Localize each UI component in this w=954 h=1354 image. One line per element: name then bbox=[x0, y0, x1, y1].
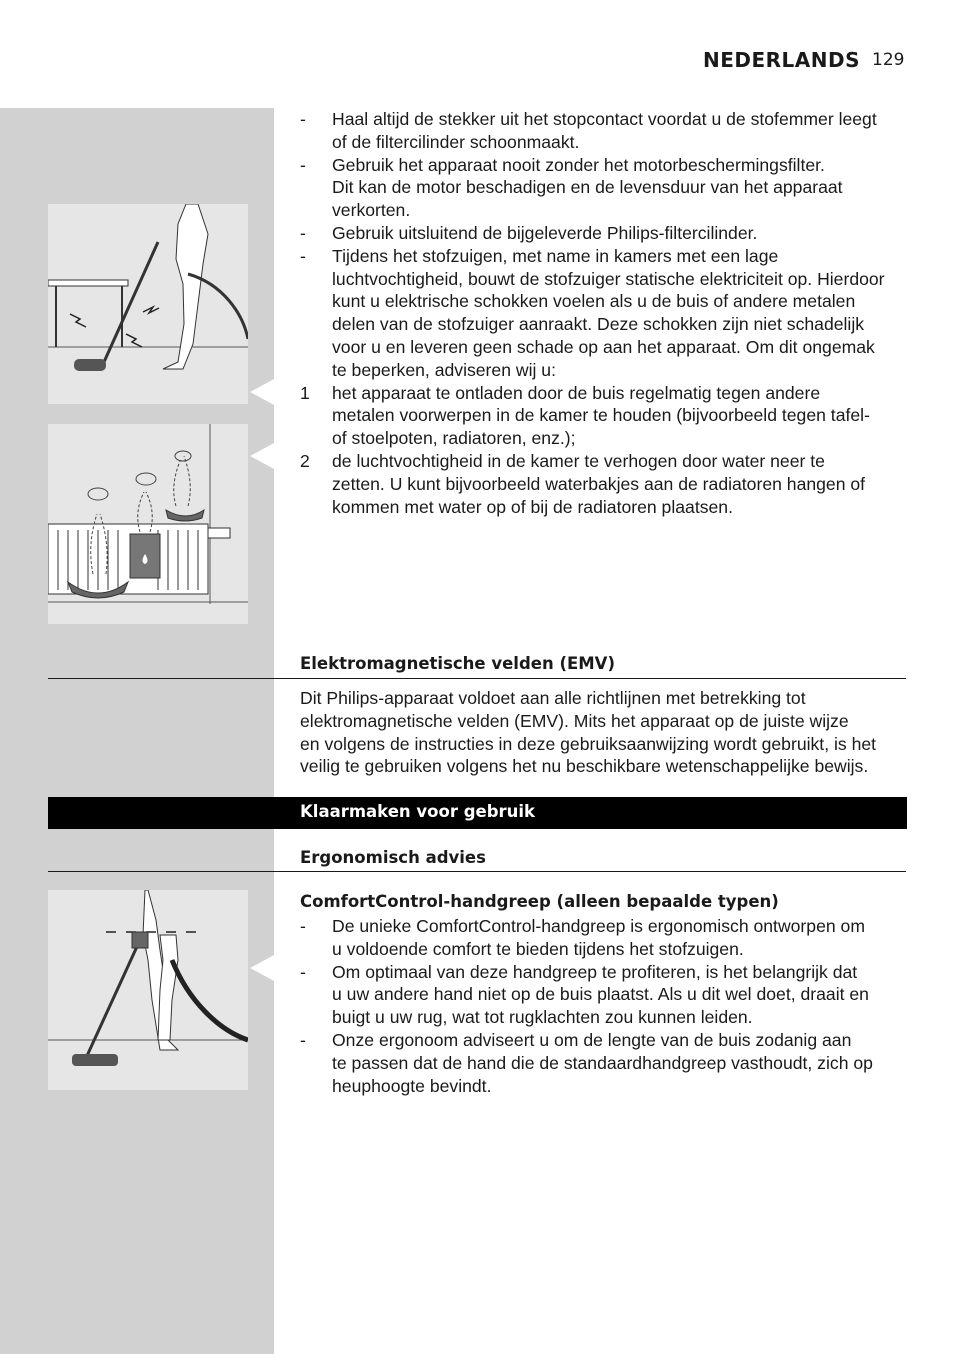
list-item bbox=[300, 382, 910, 450]
text-line: de luchtvochtigheid in de kamer te verhogen door water neer te bbox=[332, 450, 825, 471]
list-item bbox=[300, 108, 910, 154]
list-item bbox=[300, 222, 910, 245]
list-item bbox=[300, 245, 910, 382]
text-line: zetten. U kunt bijvoorbeeld waterbakjes aan de radiatoren hangen of bbox=[332, 473, 866, 494]
chapter-title: Klaarmaken voor gebruik bbox=[300, 802, 536, 821]
list-item bbox=[300, 1029, 910, 1097]
text-line: Dit Philips-apparaat voldoet aan alle richtlijnen met betrekking tot bbox=[300, 688, 806, 708]
ergonomics-list bbox=[300, 915, 910, 1097]
language-header: NEDERLANDS bbox=[702, 48, 860, 72]
text-line: Tijdens het stofzuigen, met name in kamers met een lage bbox=[332, 245, 779, 266]
text-line: Om optimaal van deze handgreep te profiteren, is het belangrijk dat bbox=[332, 961, 858, 982]
text-line: kommen met water op of bij de radiatoren plaatsen. bbox=[332, 496, 733, 517]
text-line: te passen dat de hand die de standaardhandgreep vasthoudt, zich op bbox=[332, 1052, 873, 1073]
comfortcontrol-handle-illustration bbox=[48, 890, 248, 1090]
text-line: delen van de stofzuiger aanraakt. Deze schokken zijn niet schadelijk bbox=[332, 314, 865, 335]
chapter-bar bbox=[48, 797, 907, 829]
list-item bbox=[300, 154, 910, 222]
list-item bbox=[300, 915, 910, 961]
list-marker: - bbox=[300, 109, 306, 129]
list-marker: 1 bbox=[300, 382, 310, 403]
text-line: metalen voorwerpen in de kamer te houden (bijvoorbeeld tegen tafel- bbox=[332, 405, 870, 426]
text-line: of de filtercilinder schoonmaakt. bbox=[332, 131, 580, 152]
section-divider bbox=[48, 871, 906, 872]
text-line: of stoelpoten, radiatoren, enz.); bbox=[332, 428, 576, 449]
radiator-water-bowls-illustration bbox=[48, 424, 248, 624]
list-marker: - bbox=[300, 916, 306, 936]
figure-pointer bbox=[250, 442, 276, 470]
text-line: het apparaat te ontladen door de buis regelmatig tegen andere bbox=[332, 382, 821, 403]
list-marker: - bbox=[300, 961, 306, 982]
figure-pointer bbox=[250, 378, 276, 406]
text-line: Dit kan de motor beschadigen en de levensduur van het apparaat bbox=[332, 177, 843, 198]
text-line: elektromagnetische velden (EMV). Mits het apparaat op de juiste wijze bbox=[300, 710, 849, 731]
text-line: buigt u uw rug, wat tot rugklachten zou kunnen leiden. bbox=[332, 1007, 753, 1028]
text-line: Onze ergonoom adviseert u om de lengte van de buis zodanig aan bbox=[332, 1029, 852, 1050]
text-line: heuphoogte bevindt. bbox=[332, 1075, 492, 1096]
text-line: Gebruik uitsluitend de bijgeleverde Philips-filtercilinder. bbox=[332, 222, 758, 243]
section-heading-ergonomics: Ergonomisch advies bbox=[300, 848, 486, 867]
section-heading-emv: Elektromagnetische velden (EMV) bbox=[300, 654, 615, 673]
text-line: voor u en leveren geen schade op aan het apparaat. Om dit ongemak bbox=[332, 336, 875, 357]
list-item bbox=[300, 450, 910, 518]
vacuum-static-shock-illustration bbox=[48, 204, 248, 404]
text-line: Haal altijd de stekker uit het stopcontact voordat u de stofemmer leegt bbox=[332, 109, 877, 129]
subheading-comfortcontrol: ComfortControl-handgreep (alleen bepaalde typen) bbox=[300, 892, 779, 911]
section-divider bbox=[48, 678, 906, 679]
text-line: De unieke ComfortControl-handgreep is ergonomisch ontworpen om bbox=[332, 916, 865, 936]
list-marker: 2 bbox=[300, 450, 310, 471]
list-marker: - bbox=[300, 1029, 306, 1050]
list-marker: - bbox=[300, 222, 306, 243]
list-marker: - bbox=[300, 154, 306, 175]
text-line: luchtvochtigheid, bouwt de stofzuiger statische elektriciteit op. Hierdoor bbox=[332, 268, 885, 289]
figure-pointer bbox=[250, 954, 276, 982]
text-line: u voldoende comfort te bieden tijdens het stofzuigen. bbox=[332, 938, 744, 959]
text-line: u uw andere hand niet op de buis plaatst. Als u dit wel doet, draait en bbox=[332, 984, 869, 1005]
list-item bbox=[300, 961, 910, 1029]
text-line: te beperken, adviseren wij u: bbox=[332, 359, 556, 380]
warnings-list bbox=[300, 108, 910, 518]
text-line: en volgens de instructies in deze gebruiksaanwijzing wordt gebruikt, is het bbox=[300, 733, 877, 754]
list-marker: - bbox=[300, 245, 306, 266]
text-line: verkorten. bbox=[332, 200, 411, 221]
text-line: veilig te gebruiken volgens het nu beschikbare wetenschappelijke bewijs. bbox=[300, 756, 869, 777]
text-line: kunt u elektrische schokken voelen als u de buis of andere metalen bbox=[332, 291, 856, 312]
emv-paragraph bbox=[300, 687, 910, 778]
page-number: 129 bbox=[872, 50, 905, 70]
text-line: Gebruik het apparaat nooit zonder het motorbeschermingsfilter. bbox=[332, 154, 825, 175]
